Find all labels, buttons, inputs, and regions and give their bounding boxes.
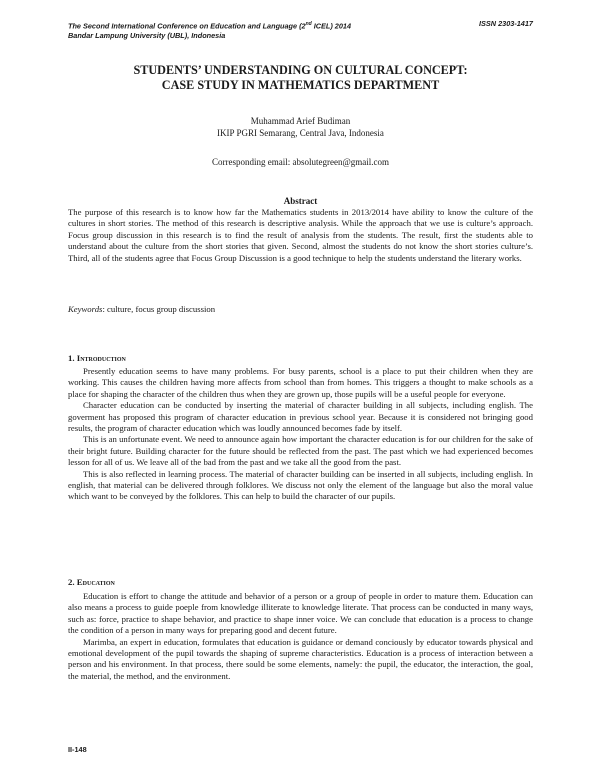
author-name: Muhammad Arief Budiman	[250, 116, 351, 126]
paragraph: Character education can be conducted by inserting the material of character building in all subjects, including english. The goverment has proposed this program of character education in previous school year. Because it is considered not bringing good results, the program of character education which was loudly announced becomes fade by itself.	[68, 400, 533, 434]
page-number: II-148	[68, 745, 87, 754]
paragraph: This is also reflected in learning process. The material of character building can be inserted in all subjects, including english. In english, that material can be delivered through folklores. We discuss not only the element of the language but also the moral value which want to be conveyed by the folklores. This can help to build the character of our pupils.	[68, 468, 533, 502]
section-body-introduction	[68, 366, 533, 503]
paper-title	[68, 63, 533, 93]
keywords-label: Keywords	[68, 304, 103, 314]
abstract-heading: Abstract	[283, 196, 318, 206]
paragraph: Education is effort to change the attitude and behavior of a person or a group of people in order to mature them. Education can also means a process to guide poeple from knowledge illiterate to knowledge literate. That process can be conducted in many ways, such as: force, practice to shape behavior, and practice to shape inner voice. We can conclude that education is a process to change the condition of a person in many ways for preparing good and decent future.	[68, 591, 533, 636]
section-heading-education: 2. Education	[68, 577, 115, 587]
section-body-education	[68, 591, 533, 682]
author-affiliation: IKIP PGRI Semarang, Central Java, Indonesia	[217, 128, 384, 138]
conference-venue: Bandar Lampung University (UBL), Indonesia	[68, 31, 226, 41]
title-line-2: CASE STUDY IN MATHEMATICS DEPARTMENT	[161, 78, 440, 92]
paragraph: Presently education seems to have many problems. For busy parents, school is a place to put their children when they are working. This causes the children having more affects from school than from homes. This triggers a thought to make schools as a place for shaping the character of the children thus when they are grown up, those pupils will be a useful people for everyone.	[68, 366, 533, 399]
conference-name: The Second International Conference on Education and Language (2nd ICEL) 2014	[68, 21, 352, 31]
paragraph: Marimba, an expert in education, formulates that education is guidance or demand conciously by educator towards physical and emotional development of the pupil towards the shaping of supreme characteristics. Education is a process of interaction between a person and his environment. In that process, there sould be some elements, namely: the pupil, the educator, the interaction, the goal, the material, the method, and the environment.	[68, 636, 533, 681]
title-line-1: STUDENTS’ UNDERSTANDING ON CULTURAL CONCEPT:	[133, 63, 468, 77]
author-block	[68, 115, 533, 139]
keywords-text: : culture, focus group discussion	[102, 304, 216, 314]
paragraph: This is an unfortunate event. We need to announce again how important the character education is for our children for the sake of their bright future. Building character for the future should be reflected from the past. The past which we had experienced becomes lesson for all of us. We leave all of the bad from the past and we take all the good from the past.	[68, 434, 533, 468]
issn-number: ISSN 2303-1417	[479, 19, 533, 28]
keywords	[68, 304, 533, 315]
section-heading-introduction: 1. Introduction	[68, 353, 126, 363]
corresponding-email: Corresponding email: absolutegreen@gmail.com	[212, 157, 389, 167]
abstract-text: The purpose of this research is to know how far the Mathematics students in 2013/2014 have ability to know the culture of the cultures in short stories. The method of this research is descriptive analysis. While the approach that we use is culture’s approach. Focus group discussion in this research is to find the result of analysis from the students. The result, first the students able to understand about the culture from the short stories that given. Second, almost the students do not know the short stories culture’s. Third, all of the students agree that Focus Group Discussion is a good technique to help the students understand the literary works.	[68, 207, 533, 263]
running-head	[68, 19, 533, 41]
